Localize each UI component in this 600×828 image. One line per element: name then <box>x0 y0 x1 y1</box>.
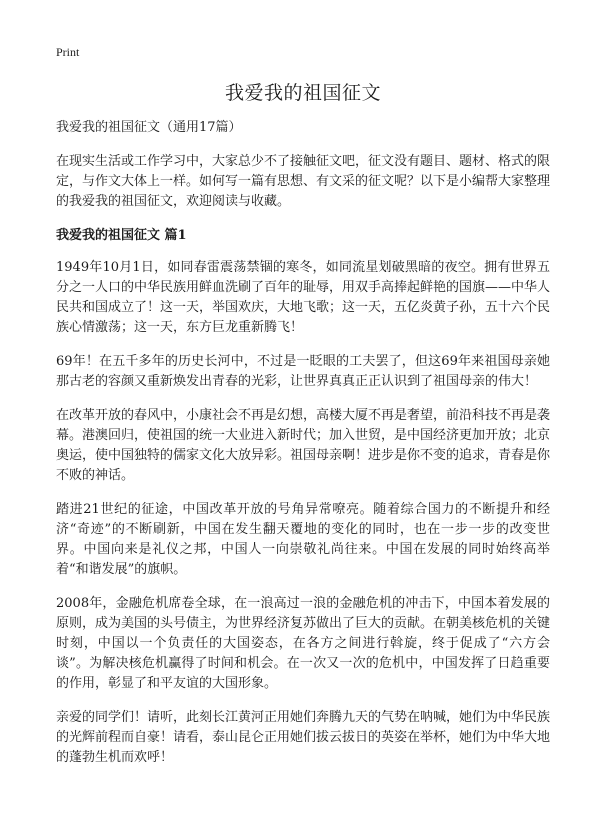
document-subtitle: 我爱我的祖国征文（通用17篇） <box>56 120 242 135</box>
print-link[interactable]: Print <box>56 45 80 59</box>
intro-paragraph: 在现实生活或工作学习中，大家总少不了接触征文吧，征文没有题目、题材、格式的限定，与作文大体上一样。如何写一篇有思想、有文采的征文呢？以下是小编帮大家整理的我爱我的祖国征文，欢迎阅读与收藏。 <box>56 154 551 209</box>
section-heading: 我爱我的祖国征文 篇1 <box>56 228 187 243</box>
body-paragraph: 踏进21世纪的征途，中国改革开放的号角异常嘹亮。随着综合国力的不断提升和经济“奇迹”的不断刷新，中国在发生翻天覆地的变化的同时，也在一步一步的改变世界。中国向来是礼仪之邦，中国人一向崇敬礼尚往来。中国在发展的同时始终高举着“和谐发展”的旗帜。 <box>56 502 550 577</box>
body-paragraph: 1949年10月1日，如同春雷震荡禁锢的寒冬，如同流星划破黑暗的夜空。拥有世界五分之一人口的中华民族用鲜血洗刷了百年的耻辱，用双手高捧起鲜艳的国旗——中华人民共和国成立了！这一天，举国欢庆，大地飞歌；这一天，五亿炎黄子孙，五十六个民族心情激荡；这一天，东方巨龙重新腾飞！ <box>56 260 551 335</box>
body-paragraph: 69年！在五千多年的历史长河中，不过是一眨眼的工夫罢了，但这69年来祖国母亲她那古老的容颜又重新焕发出青春的光彩，让世界真真正正认识到了祖国母亲的伟大！ <box>56 354 550 389</box>
document-title: 我爱我的祖国征文 <box>224 82 381 104</box>
body-paragraph: 2008年，金融危机席卷全球，在一浪高过一浪的金融危机的冲击下，中国本着发展的原则，成为美国的头号债主，为世界经济复苏做出了巨大的贡献。在朝美核危机的关键时刻，中国以一个负责任的大国姿态，在各方之间进行斡旋，终于促成了“六方会谈”。为解决核危机赢得了时间和机会。在一次又一次的危机中，中国发挥了日趋重要的作用，彰显了和平友谊的大国形象。 <box>56 596 551 691</box>
body-paragraph: 亲爱的同学们！请听，此刻长江黄河正用她们奔腾九天的气势在呐喊，她们为中华民族的光辉前程而自豪！请看，泰山昆仑正用她们拔云拔日的英姿在举杯，她们为中华大地的蓬勃生机而欢呼！ <box>56 710 551 765</box>
body-paragraph: 在改革开放的春风中，小康社会不再是幻想，高楼大厦不再是奢望，前沿科技不再是袭幕。港澳回归，使祖国的统一大业进入新时代；加入世贸，是中国经济更加开放；北京奥运，使中国独特的儒家文化大放异彩。祖国母亲啊！进步是你不变的追求，青春是你不败的神话。 <box>56 408 551 483</box>
